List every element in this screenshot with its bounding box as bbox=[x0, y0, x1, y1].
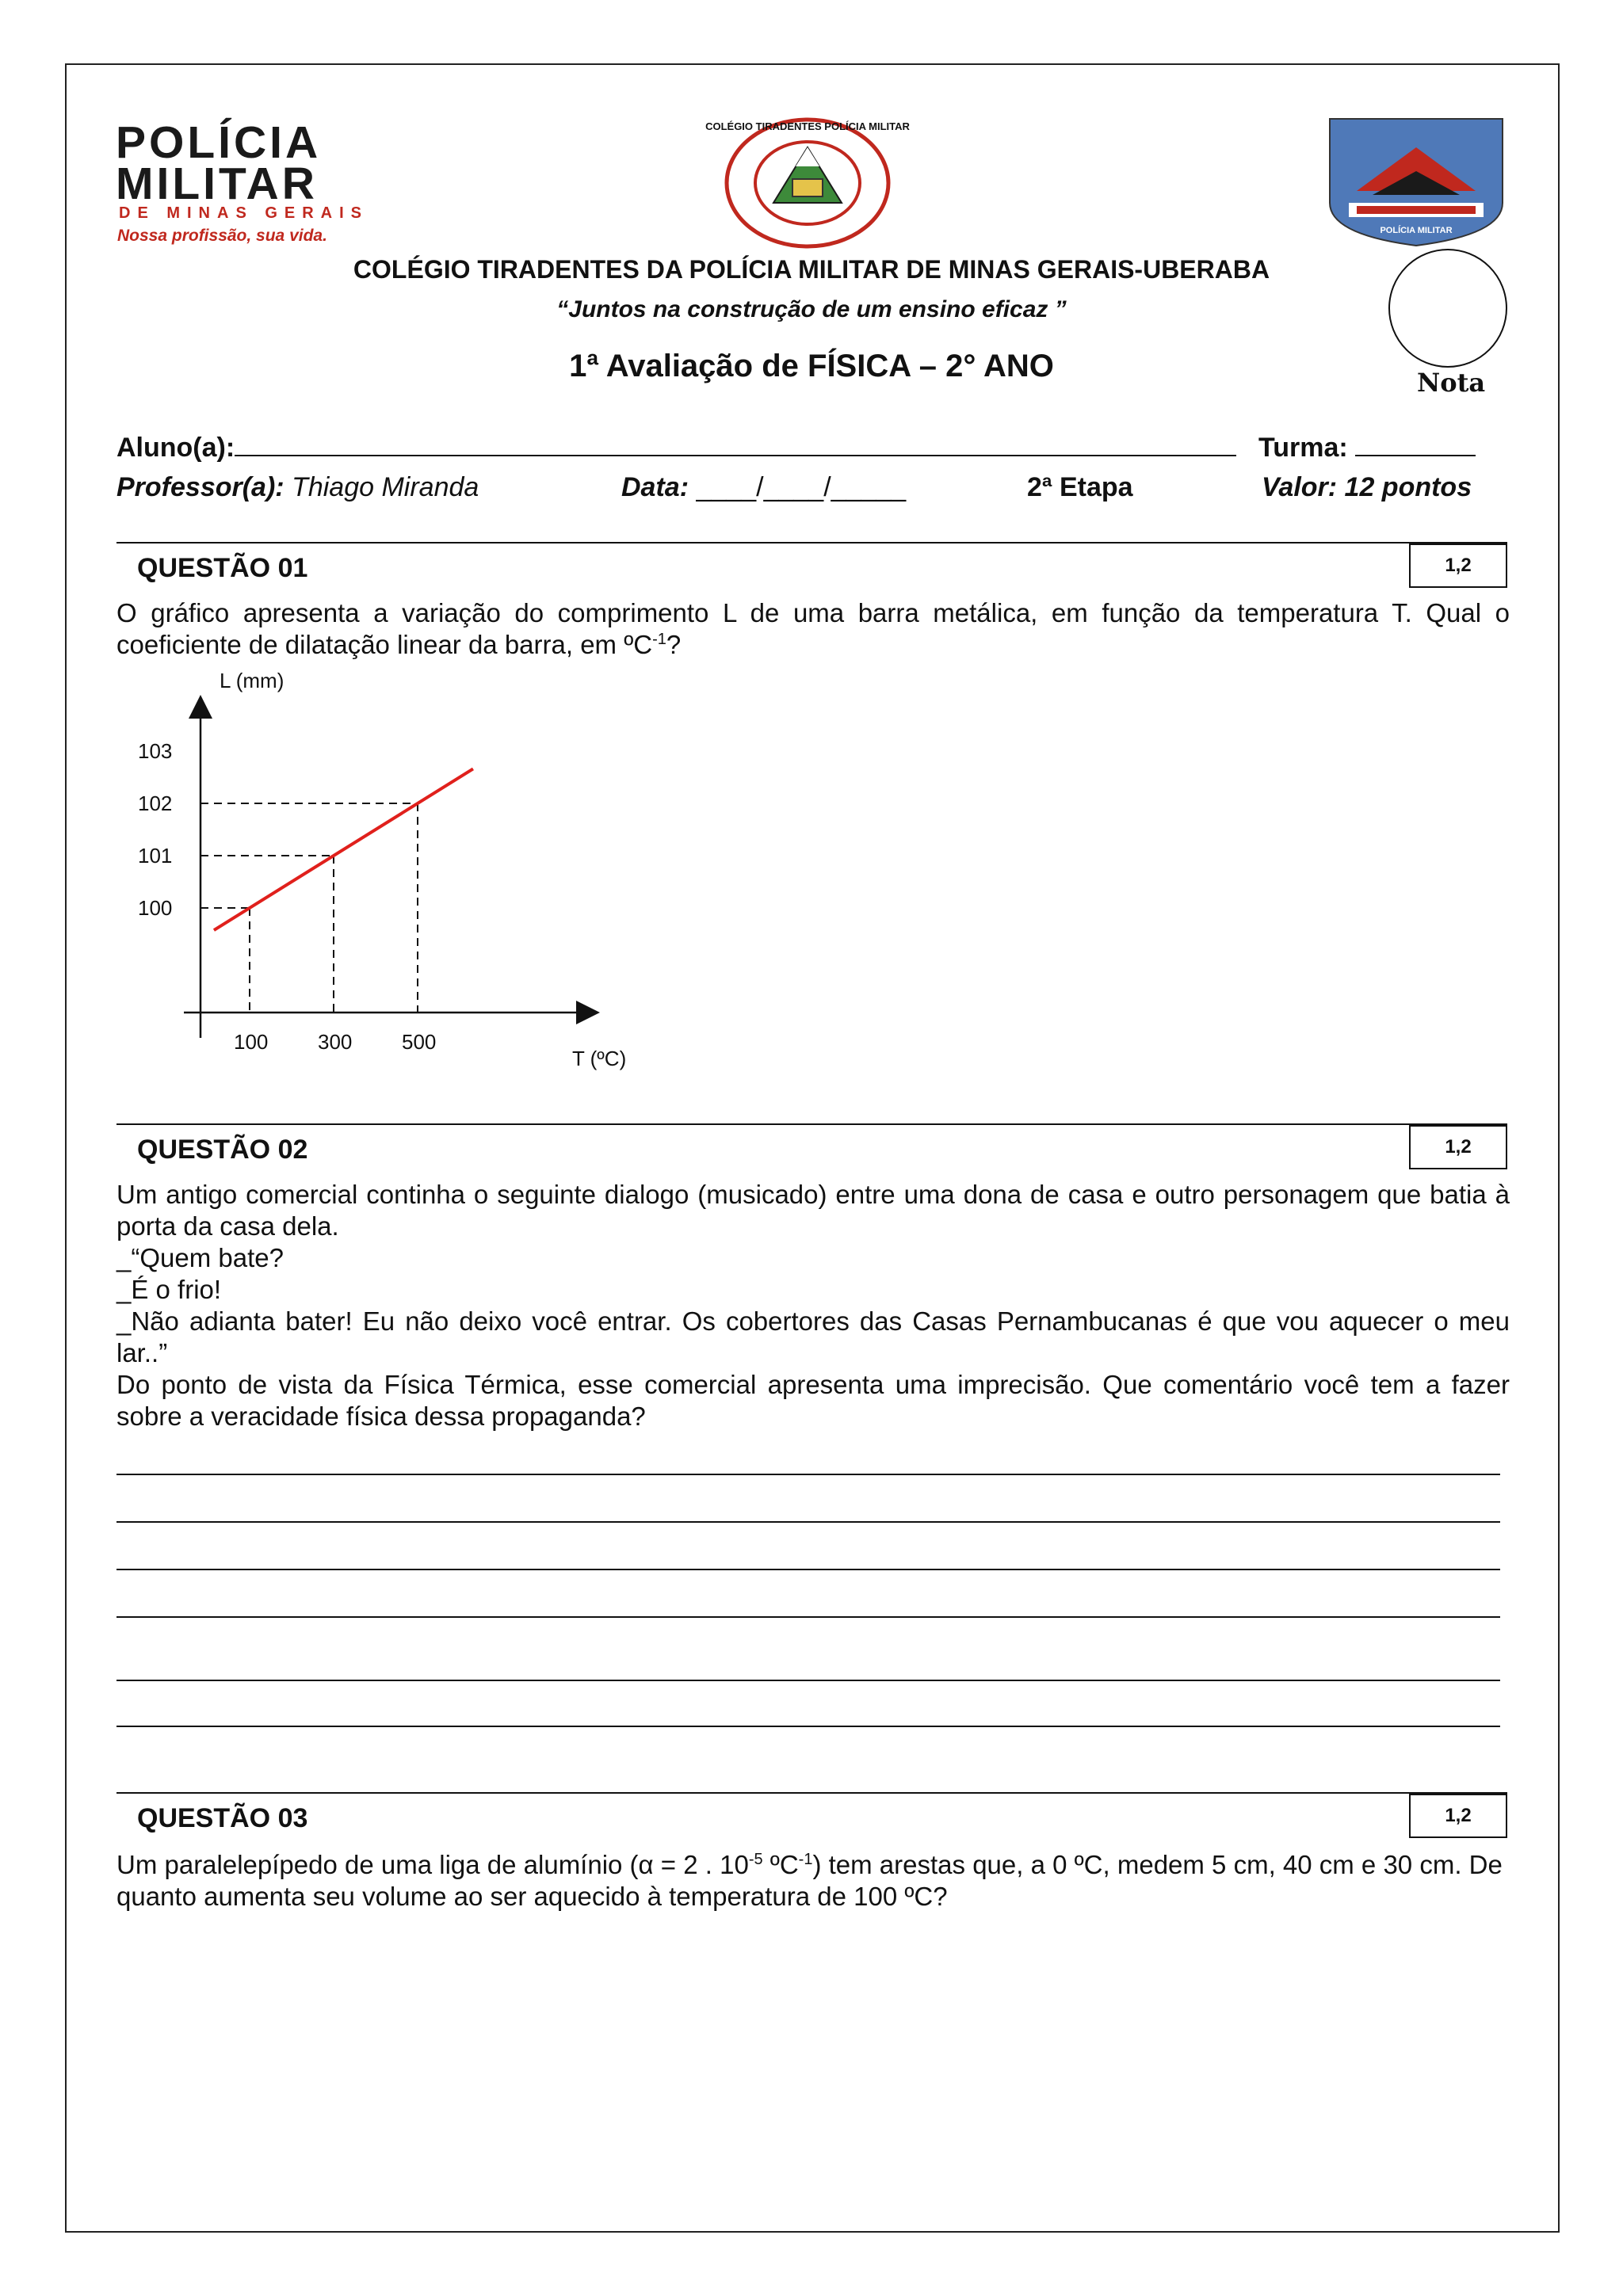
q3-text-3: ) tem arestas que, a 0 ºC, medem 5 cm, 40 cm e 30 cm. De quanto aumenta seu volume ao ser aquecido à temperatura de 100 ºC? bbox=[116, 1850, 1503, 1911]
pm-logo-line3: DE MINAS GERAIS bbox=[119, 204, 369, 222]
q2-line-1: Um antigo comercial continha o seguinte dialogo (musicado) entre uma dona de casa e outro personagem que batia à porta da casa dela. bbox=[116, 1180, 1510, 1241]
y-tick-label: 102 bbox=[138, 791, 173, 815]
q3-title: QUESTÃO 03 bbox=[137, 1803, 308, 1833]
answer-line-6[interactable] bbox=[116, 1726, 1500, 1727]
answer-line-1[interactable] bbox=[116, 1474, 1500, 1475]
date-blank[interactable]: ____/____/_____ bbox=[696, 472, 907, 502]
pm-logo-slogan: Nossa profissão, sua vida. bbox=[117, 227, 327, 245]
stage-label: 2ª Etapa bbox=[1027, 472, 1133, 502]
y-tick-label: 101 bbox=[138, 844, 173, 868]
pm-logo-line2: MILITAR bbox=[116, 158, 318, 209]
date-field bbox=[621, 472, 906, 503]
answer-line-3[interactable] bbox=[116, 1569, 1500, 1570]
q2-title: QUESTÃO 02 bbox=[137, 1135, 308, 1165]
date-label: Data: bbox=[621, 472, 689, 502]
teacher-field bbox=[116, 472, 479, 503]
q1-rule bbox=[116, 542, 1507, 543]
pm-logo-line1: POLÍCIA bbox=[116, 117, 322, 168]
q1-chart bbox=[127, 666, 650, 1077]
class-label: Turma: bbox=[1258, 433, 1348, 463]
x-tick-label: 500 bbox=[402, 1030, 437, 1054]
student-name-line[interactable] bbox=[235, 455, 1236, 456]
class-field bbox=[1258, 433, 1476, 463]
q3-text-1: Um paralelepípedo de uma liga de alumínio (α = 2 . 10 bbox=[116, 1850, 749, 1879]
q2-score-box: 1,2 bbox=[1409, 1125, 1507, 1169]
answer-line-5[interactable] bbox=[116, 1680, 1500, 1681]
q3-score-box: 1,2 bbox=[1409, 1794, 1507, 1838]
q2-line-3: _É o frio! bbox=[116, 1275, 222, 1304]
q3-sup-2: -1 bbox=[798, 1851, 813, 1868]
value-label: Valor: 12 pontos bbox=[1262, 472, 1472, 502]
q1-title: QUESTÃO 01 bbox=[137, 553, 308, 583]
x-tick-label: 300 bbox=[318, 1030, 353, 1054]
y-tick-label: 103 bbox=[138, 739, 173, 763]
seal-text: COLÉGIO TIRADENTES POLÍCIA MILITAR bbox=[705, 120, 910, 132]
answer-line-4[interactable] bbox=[116, 1616, 1500, 1618]
grade-label: Nota bbox=[1417, 368, 1486, 398]
q3-text-2: ºC bbox=[762, 1850, 799, 1879]
q1-text bbox=[116, 597, 1510, 661]
answer-line-2[interactable] bbox=[116, 1521, 1500, 1523]
teacher-label: Professor(a): bbox=[116, 472, 285, 502]
y-tick-label: 100 bbox=[138, 896, 173, 920]
q3-rule bbox=[116, 1792, 1507, 1794]
q1-text-sup: -1 bbox=[652, 631, 666, 648]
q2-line-4: _Não adianta bater! Eu não deixo você entrar. Os cobertores das Casas Pernambucanas é que vou aquecer o meu lar..” bbox=[116, 1306, 1510, 1367]
q3-sup-1: -5 bbox=[748, 1851, 763, 1868]
x-axis-label: T (ºC) bbox=[572, 1047, 627, 1070]
student-label: Aluno(a): bbox=[116, 433, 235, 463]
q1-text-end: ? bbox=[666, 630, 682, 659]
exam-title: 1ª Avaliação de FÍSICA – 2° ANO bbox=[569, 349, 1054, 383]
q2-line-5: Do ponto de vista da Física Térmica, esse comercial apresenta uma imprecisão. Que comentário você tem a fazer sobre a veracidade física dessa propaganda? bbox=[116, 1370, 1510, 1431]
pm-crest-logo bbox=[1325, 116, 1507, 249]
school-motto: “Juntos na construção de um ensino eficaz ” bbox=[556, 296, 1067, 322]
student-field bbox=[116, 433, 1236, 463]
q2-rule bbox=[116, 1123, 1507, 1125]
q2-line-2: _“Quem bate? bbox=[116, 1243, 284, 1272]
q3-text bbox=[116, 1849, 1510, 1913]
y-axis-label: L (mm) bbox=[220, 669, 285, 692]
series-line bbox=[214, 769, 473, 930]
school-seal-logo bbox=[705, 116, 910, 250]
x-tick-label: 100 bbox=[234, 1030, 269, 1054]
school-name: COLÉGIO TIRADENTES DA POLÍCIA MILITAR DE MINAS GERAIS-UBERABA bbox=[353, 255, 1270, 284]
q1-text-main: O gráfico apresenta a variação do comprimento L de uma barra metálica, em função da temperatura T. Qual o coeficiente de dilatação linear da barra, em ºC bbox=[116, 598, 1510, 659]
q2-text bbox=[116, 1179, 1510, 1432]
q1-score-box: 1,2 bbox=[1409, 543, 1507, 588]
crest-text: POLÍCIA MILITAR bbox=[1380, 226, 1453, 235]
teacher-name: Thiago Miranda bbox=[292, 472, 479, 502]
class-line[interactable] bbox=[1355, 455, 1476, 456]
